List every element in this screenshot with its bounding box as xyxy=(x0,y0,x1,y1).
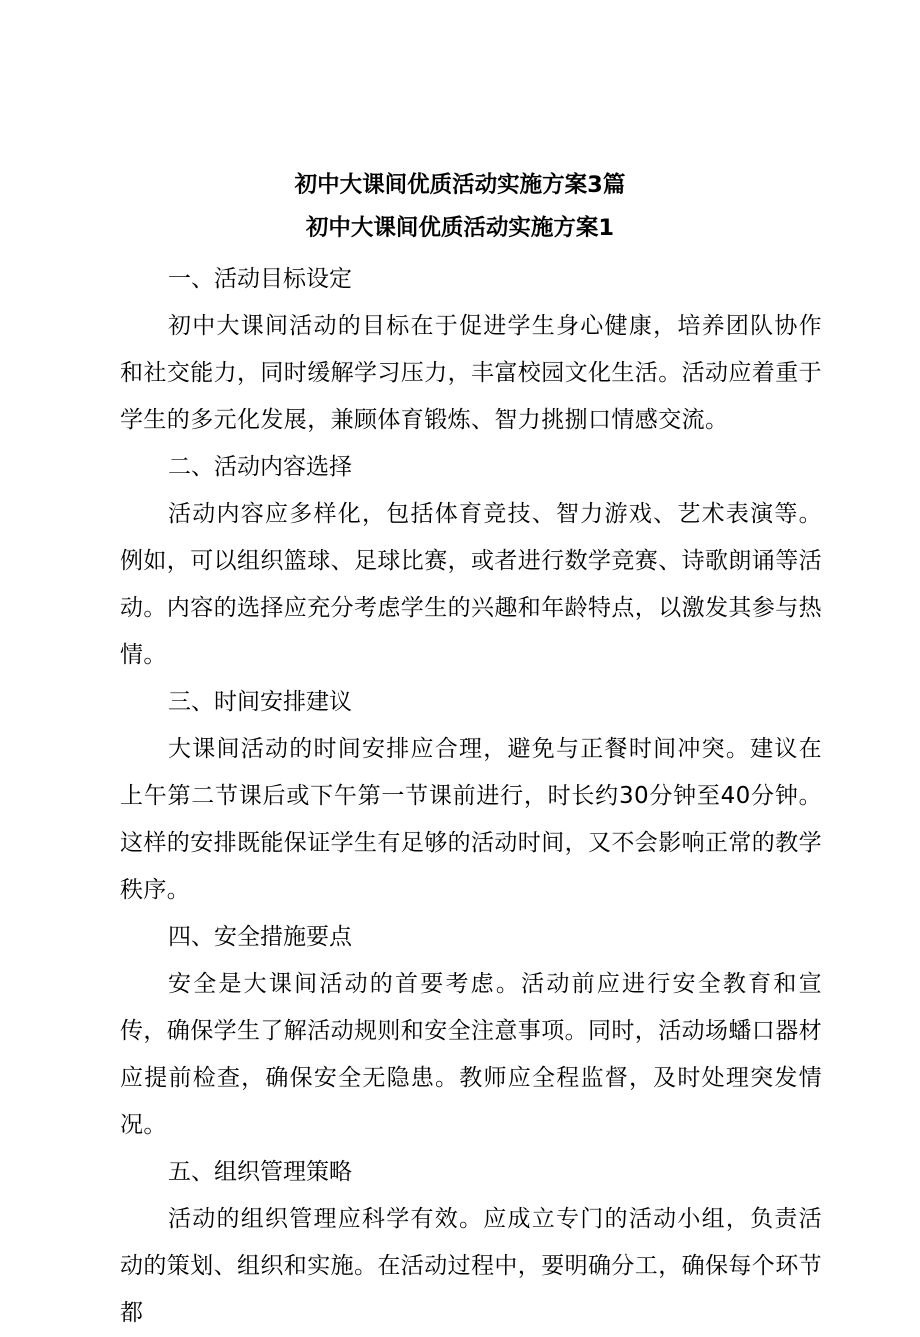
section-paragraph: 安全是大课间活动的首要考虑。活动前应进行安全教育和宣传，确保学生了解活动规则和安全注意事项。同时，活动场蟠口器材应提前检查，确保安全无隐患。教师应全程监督，及时处理突发情况。 xyxy=(120,971,822,1138)
document-title: 初中大课间优质活动实施方案3篇 xyxy=(294,172,626,198)
section-heading: 二、活动内容选择 xyxy=(168,454,352,480)
section-paragraph: 大课间活动的时间安排应合理，避免与正餐时间冲突。建议在上午第二节课后或下午第一节课前进行，时长约30分钟至40分钟。这样的安排既能保证学生有足够的活动时间，又不会影响正常的教学秩序。 xyxy=(120,736,822,903)
section-heading: 一、活动目标设定 xyxy=(168,266,352,292)
section-content xyxy=(120,444,822,679)
document-body xyxy=(120,256,822,1337)
section-heading: 五、组织管理策略 xyxy=(168,1159,352,1185)
section-schedule xyxy=(120,679,822,914)
section-heading: 四、安全措施要点 xyxy=(168,924,352,950)
section-goals xyxy=(120,256,822,444)
section-paragraph: 活动内容应多样化，包括体育竞技、智力游戏、艺术表演等。例如，可以组织篮球、足球比赛，或者进行数学竞赛、诗歌朗诵等活动。内容的选择应充分考虑学生的兴趣和年龄特点，以激发其参与热情。 xyxy=(120,501,822,668)
section-heading: 三、时间安排建议 xyxy=(168,689,352,715)
section-paragraph: 活动的组织管理应科学有效。应成立专门的活动小组，负责活动的策划、组织和实施。在活动过程中，要明确分工，确保每个环节都 xyxy=(120,1206,822,1326)
section-safety xyxy=(120,914,822,1149)
section-management xyxy=(120,1149,822,1337)
document-subtitle: 初中大课间优质活动实施方案1 xyxy=(305,215,615,241)
section-paragraph: 初中大课间活动的目标在于促进学生身心健康，培养团队协作和社交能力，同时缓解学习压力，丰富校园文化生活。活动应着重于学生的多元化发展，兼顾体育锻炼、智力挑捌口情感交流。 xyxy=(120,313,822,433)
